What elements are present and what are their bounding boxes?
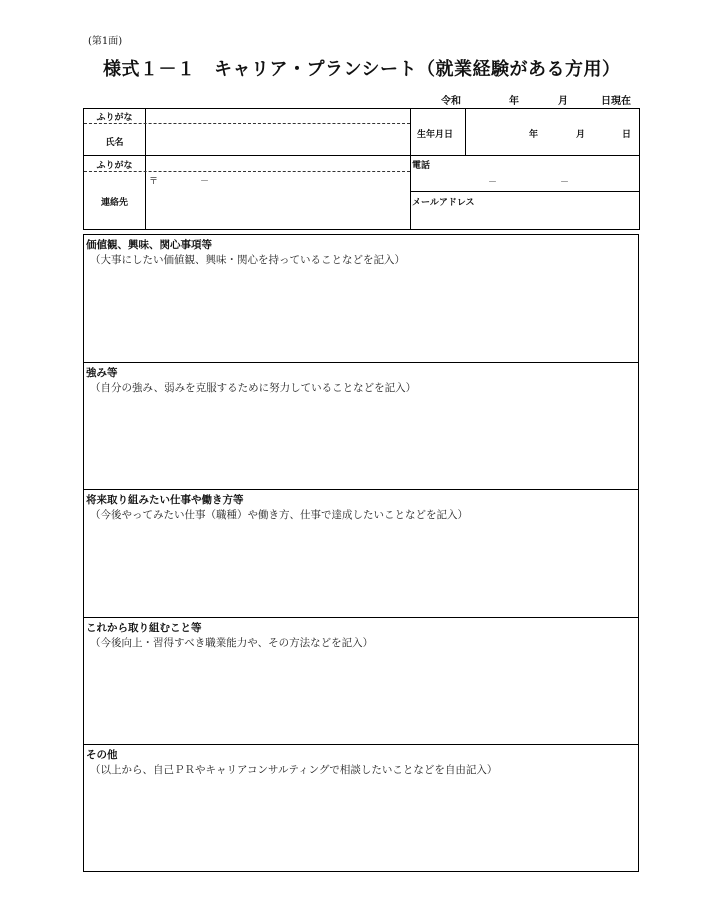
birthdate-month: 月 (576, 130, 586, 140)
page-title: 様式１－１ キャリア・プランシート（就業経験がある方用） (103, 59, 621, 80)
section-hint: （大事にしたい価値観、興味・関心を持っていることなどを記入） (90, 254, 405, 266)
email-input[interactable] (411, 206, 639, 229)
birthdate-label: 生年月日 (417, 130, 454, 140)
phone-dash-1: － (488, 178, 498, 188)
contact-label: 連絡先 (100, 198, 128, 208)
date-month: 月 (558, 96, 568, 107)
furigana-input-1[interactable] (146, 109, 410, 123)
page-label: (第1面) (88, 36, 123, 47)
section-title: 価値観、興味、関心事項等 (86, 239, 212, 251)
name-input[interactable] (146, 124, 410, 155)
email-label: メールアドレス (412, 198, 475, 208)
phone-dash-2: － (560, 178, 570, 188)
date-year: 年 (509, 96, 519, 107)
section-other[interactable] (83, 744, 639, 872)
section-strengths[interactable] (83, 362, 639, 489)
furigana-input-2[interactable] (146, 156, 410, 171)
personal-info-table (0, 0, 720, 240)
postal-dash: － (200, 177, 210, 187)
date-day-current: 日現在 (601, 96, 631, 107)
section-hint: （自分の強み、弱みを克服するために努力していることなどを記入） (90, 382, 417, 394)
furigana-label-1: ふりがな (96, 113, 133, 123)
section-values[interactable] (83, 234, 639, 362)
name-label: 氏名 (105, 138, 124, 148)
section-hint: （以上から、自己ＰＲやキャリアコンサルティングで相談したいことなどを自由記入） (90, 764, 498, 776)
birthdate-year: 年 (529, 130, 539, 140)
section-next-steps[interactable] (83, 617, 639, 744)
section-title: その他 (86, 749, 118, 761)
phone-label: 電話 (412, 161, 431, 171)
address-input[interactable] (146, 172, 410, 229)
section-future-work[interactable] (83, 489, 639, 617)
birthdate-day: 日 (622, 130, 632, 140)
phone-input[interactable] (411, 168, 639, 191)
section-hint: （今後向上・習得すべき職業能力や、その方法などを記入） (90, 637, 374, 649)
date-era: 令和 (441, 96, 461, 107)
section-hint: （今後やってみたい仕事（職種）や働き方、仕事で達成したいことなどを記入） (90, 509, 468, 521)
postal-mark: 〒 (149, 177, 159, 187)
furigana-label-2: ふりがな (96, 161, 133, 171)
section-title: 将来取り組みたい仕事や働き方等 (86, 494, 244, 506)
birthdate-input[interactable] (466, 109, 639, 155)
section-title: 強み等 (86, 367, 118, 379)
section-title: これから取り組むこと等 (86, 622, 202, 634)
